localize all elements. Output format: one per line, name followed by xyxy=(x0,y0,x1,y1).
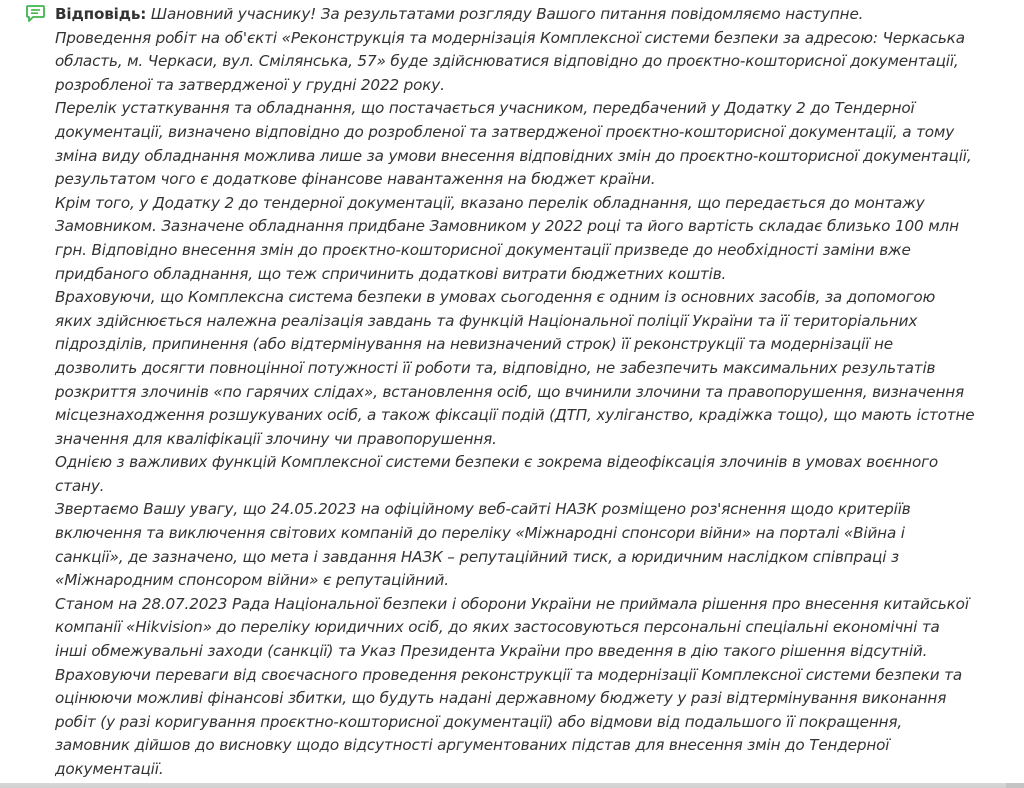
answer-intro-text: Шановний учаснику! За результатами розгляду Вашого питання повідомляємо наступне. xyxy=(150,5,864,23)
chat-bubble-icon xyxy=(26,5,45,22)
answer-paragraph: Проведення робіт на об'єкті «Реконструкція та модернізація Комплексної системи безпеки за адресою: Черкаська область, м. Черкаси, вул. Смілянська, 57» буде здійснюватися відповідно до проєктно-кошторисної документації, розробленої та затвердженої у грудні 2022 року. xyxy=(55,28,965,94)
answer-paragraph: Станом на 28.07.2023 Рада Національної безпеки і оборони України не приймала рішення про внесення китайської компанії «Hikvision» до переліку юридичних осіб, до яких застосовуються персональні спеціальні економічні та інші обмежувальні заходи (санкції) та Указ Президента України про введення в дію такого рішення відсутній. xyxy=(55,594,969,661)
answer-paragraph: Враховуючи, що Комплексна система безпеки в умовах сьогодення є одним із основних засобів, за допомогою яких здійснюється належна реалізація завдань та функцій Національної поліції України та її територіальних підрозділів, припинення (або відтермінування на невизначений строк) її реконструкції та модернізації не дозволить досягти повноцінної потужності її роботи та, відповідно, не забезпечить максимальних результатів розкриття злочинів «по гарячих слідах», встановлення осіб, що вчинили злочини та правопорушення, визначення місцезнаходження розшукуваних осіб, а також фіксації подій (ДТП, хуліганство, крадіжка тощо), що мають істотне значення для кваліфікації злочину чи правопорушення. xyxy=(55,288,975,448)
answer-paragraph: Крім того, у Додатку 2 до тендерної документації, вказано перелік обладнання, що передається до монтажу Замовником. Зазначене обладнання придбане Замовником у 2022 році та його вартість складає близько 100 млн грн. Відповідно внесення змін до проєктно-кошторисної документації призведе до необхідності заміни вже придбаного обладнання, що теж спричинить додаткові витрати бюджетних коштів. xyxy=(55,193,959,283)
answer-block xyxy=(26,3,1022,782)
answer-paragraph: Перелік устаткування та обладнання, що постачається учасником, передбачений у Додатку 2 до Тендерної документації, визначено відповідно до розробленої та затвердженої проєктно-кошторисної документації, а тому зміна виду обладнання можлива лише за умови внесення відповідних змін до проєктно-кошторисної документації, результатом чого є додаткове фінансове навантаження на бюджет країни. xyxy=(55,99,972,189)
answer-paragraph: Враховуючи переваги від своєчасного проведення реконструкції та модернізації Комплексної системи безпеки та оцінюючи можливі фінансові збитки, що будуть надані державному бюджету у разі відтермінування виконання робіт (у разі коригування проєктно-кошторисної документації) або відмови від подальшого її покращення, замовник дійшов до висновку щодо відсутності аргументованих підстав для внесення змін до Тендерної документації. xyxy=(55,665,963,778)
answer-label: Відповідь: xyxy=(55,5,147,23)
answer-paragraph: Однією з важливих функцій Комплексної системи безпеки є зокрема відеофіксація злочинів в умовах воєнного стану. xyxy=(55,453,939,495)
scrollbar-end-cap xyxy=(1006,783,1024,788)
answer-intro xyxy=(55,3,975,27)
horizontal-scrollbar[interactable] xyxy=(0,783,1024,788)
answer-text xyxy=(55,3,975,782)
answer-paragraph: Звертаємо Вашу увагу, що 24.05.2023 на офіційному веб-сайті НАЗК розміщено роз'яснення щодо критеріїв включення та виключення світових компаній до переліку «Міжнародні спонсори війни» на порталі «Війна і санкції», де зазначено, що мета і завдання НАЗК – репутаційний тиск, а юридичним наслідком співпраці з «Міжнародним спонсором війни» є репутаційний. xyxy=(55,500,911,590)
